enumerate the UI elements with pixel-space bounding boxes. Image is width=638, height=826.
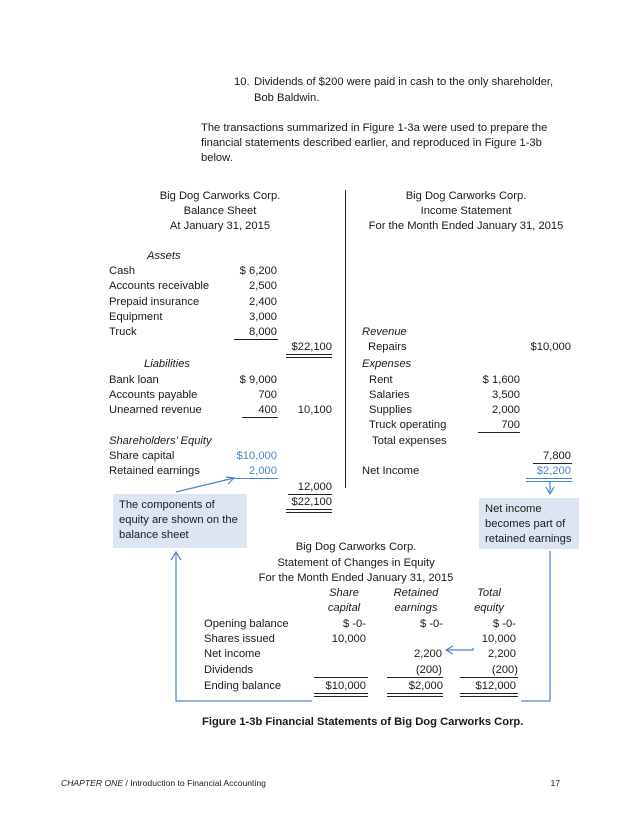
col-total-line1: Total	[477, 587, 501, 599]
expense-amount: 2,000	[492, 404, 520, 416]
soce-total-value: $ -0-	[492, 618, 516, 630]
soce-total-value: 2,200	[488, 648, 516, 660]
soce-share-value: $10,000	[325, 680, 366, 692]
callout-equity-components: The components of equity are shown on the balance sheet	[113, 494, 247, 548]
soce-row-label: Shares issued	[204, 633, 275, 645]
asset-label: Accounts receivable	[109, 280, 210, 292]
intro-paragraph-line2: financial statements described earlier, and reproduced in Figure 1-3b	[201, 137, 542, 149]
soce-row-label: Opening balance	[204, 618, 289, 630]
bs-total-equity: 12,000	[297, 481, 332, 493]
expense-label: Supplies	[369, 404, 412, 416]
footer-chapter-subtitle: / Introduction to Financial Accounting	[123, 778, 266, 788]
soce-share-value: 10,000	[331, 633, 366, 645]
liability-label: Accounts payable	[109, 389, 198, 401]
expenses-heading: Expenses	[362, 358, 412, 370]
expense-label: Rent	[369, 374, 393, 386]
bs-company: Big Dog Carworks Corp.	[159, 190, 281, 202]
asset-label: Cash	[109, 265, 136, 277]
asset-amount: $ 6,200	[239, 265, 277, 277]
soce-total-value: $12,000	[475, 680, 516, 692]
soce-retained-value: (200)	[415, 664, 442, 676]
liability-amount: $ 9,000	[239, 374, 277, 386]
soce-row-label: Dividends	[204, 664, 254, 676]
liabilities-heading: Liabilities	[144, 358, 191, 370]
col-share-line2: capital	[327, 602, 361, 614]
soce-retained-value: 2,200	[414, 648, 442, 660]
soce-total-value: (200)	[491, 664, 518, 676]
intro-paragraph-line3: below.	[201, 152, 233, 164]
expense-amount: $ 1,600	[482, 374, 520, 386]
liability-amount: 400	[258, 404, 277, 416]
is-period: For the Month Ended January 31, 2015	[368, 220, 564, 232]
expense-label: Truck operating	[369, 419, 447, 431]
bs-total-assets: $22,100	[291, 341, 332, 353]
equity-label: Share capital	[109, 450, 175, 462]
soce-share-value: $ -0-	[342, 618, 366, 630]
total-expenses-label: Total expenses	[372, 435, 447, 447]
asset-amount: 8,000	[249, 326, 277, 338]
col-total-line2: equity	[474, 602, 504, 614]
revenue-amount: $10,000	[530, 341, 571, 353]
net-income-label: Net Income	[362, 465, 420, 477]
col-retained-line2: earnings	[394, 602, 438, 614]
liability-amount: 700	[258, 389, 277, 401]
soce-total-value: 10,000	[481, 633, 516, 645]
intro-item-line1: Dividends of $200 were paid in cash to the only shareholder,	[254, 76, 554, 88]
bs-title: Balance Sheet	[183, 205, 257, 217]
revenue-label: Repairs	[368, 341, 407, 353]
intro-item-line2: Bob Baldwin.	[254, 92, 320, 104]
arrow-head	[226, 477, 234, 484]
footer-chapter-name: CHAPTER ONE	[61, 778, 124, 788]
col-retained-line1: Retained	[393, 587, 439, 599]
assets-heading: Assets	[147, 250, 181, 262]
intro-paragraph-line1: The transactions summarized in Figure 1-3a were used to prepare the	[201, 122, 548, 134]
callout-net-income: Net income becomes part of retained earnings	[479, 498, 579, 549]
bs-date: At January 31, 2015	[169, 220, 271, 232]
arrow-callout-to-soce	[521, 551, 550, 701]
expense-label: Salaries	[369, 389, 410, 401]
asset-amount: 2,400	[249, 296, 277, 308]
soce-row-label: Ending balance	[204, 680, 282, 692]
total-expenses-amount: 7,800	[543, 450, 571, 462]
is-title: Income Statement	[420, 205, 512, 217]
is-company: Big Dog Carworks Corp.	[405, 190, 527, 202]
col-share-line1: Share	[329, 587, 359, 599]
asset-label: Truck	[109, 326, 137, 338]
soce-row-label: Net income	[204, 648, 261, 660]
arrow-callout-to-retained	[176, 478, 234, 492]
asset-label: Equipment	[109, 311, 163, 323]
intro-item-number: 10.	[234, 76, 250, 88]
net-income-amount: $2,200	[536, 465, 571, 477]
asset-label: Prepaid insurance	[109, 296, 200, 308]
footer-chapter	[61, 776, 266, 790]
soce-period: For the Month Ended January 31, 2015	[258, 572, 454, 584]
soce-retained-value: $ -0-	[419, 618, 443, 630]
equity-amount: $10,000	[236, 450, 277, 462]
expense-amount: 3,500	[492, 389, 520, 401]
asset-amount: 2,500	[249, 280, 277, 292]
liability-label: Unearned revenue	[109, 404, 202, 416]
bs-total-liab-equity: $22,100	[291, 496, 332, 508]
asset-amount: 3,000	[249, 311, 277, 323]
expense-amount: 700	[501, 419, 520, 431]
soce-title: Statement of Changes in Equity	[277, 557, 435, 569]
soce-company: Big Dog Carworks Corp.	[295, 541, 417, 553]
revenue-heading: Revenue	[362, 326, 407, 338]
soce-retained-value: $2,000	[408, 680, 443, 692]
liability-label: Bank loan	[109, 374, 159, 386]
figure-caption: Figure 1-3b Financial Statements of Big Dog Carworks Corp.	[202, 716, 524, 728]
bs-total-liabilities: 10,100	[297, 404, 332, 416]
page-number: 17	[550, 778, 560, 788]
equity-label: Retained earnings	[109, 465, 200, 477]
arrow-equity-to-balance-sheet	[176, 552, 312, 701]
equity-amount: 2,000	[249, 465, 277, 477]
equity-heading: Shareholders’ Equity	[109, 435, 212, 447]
